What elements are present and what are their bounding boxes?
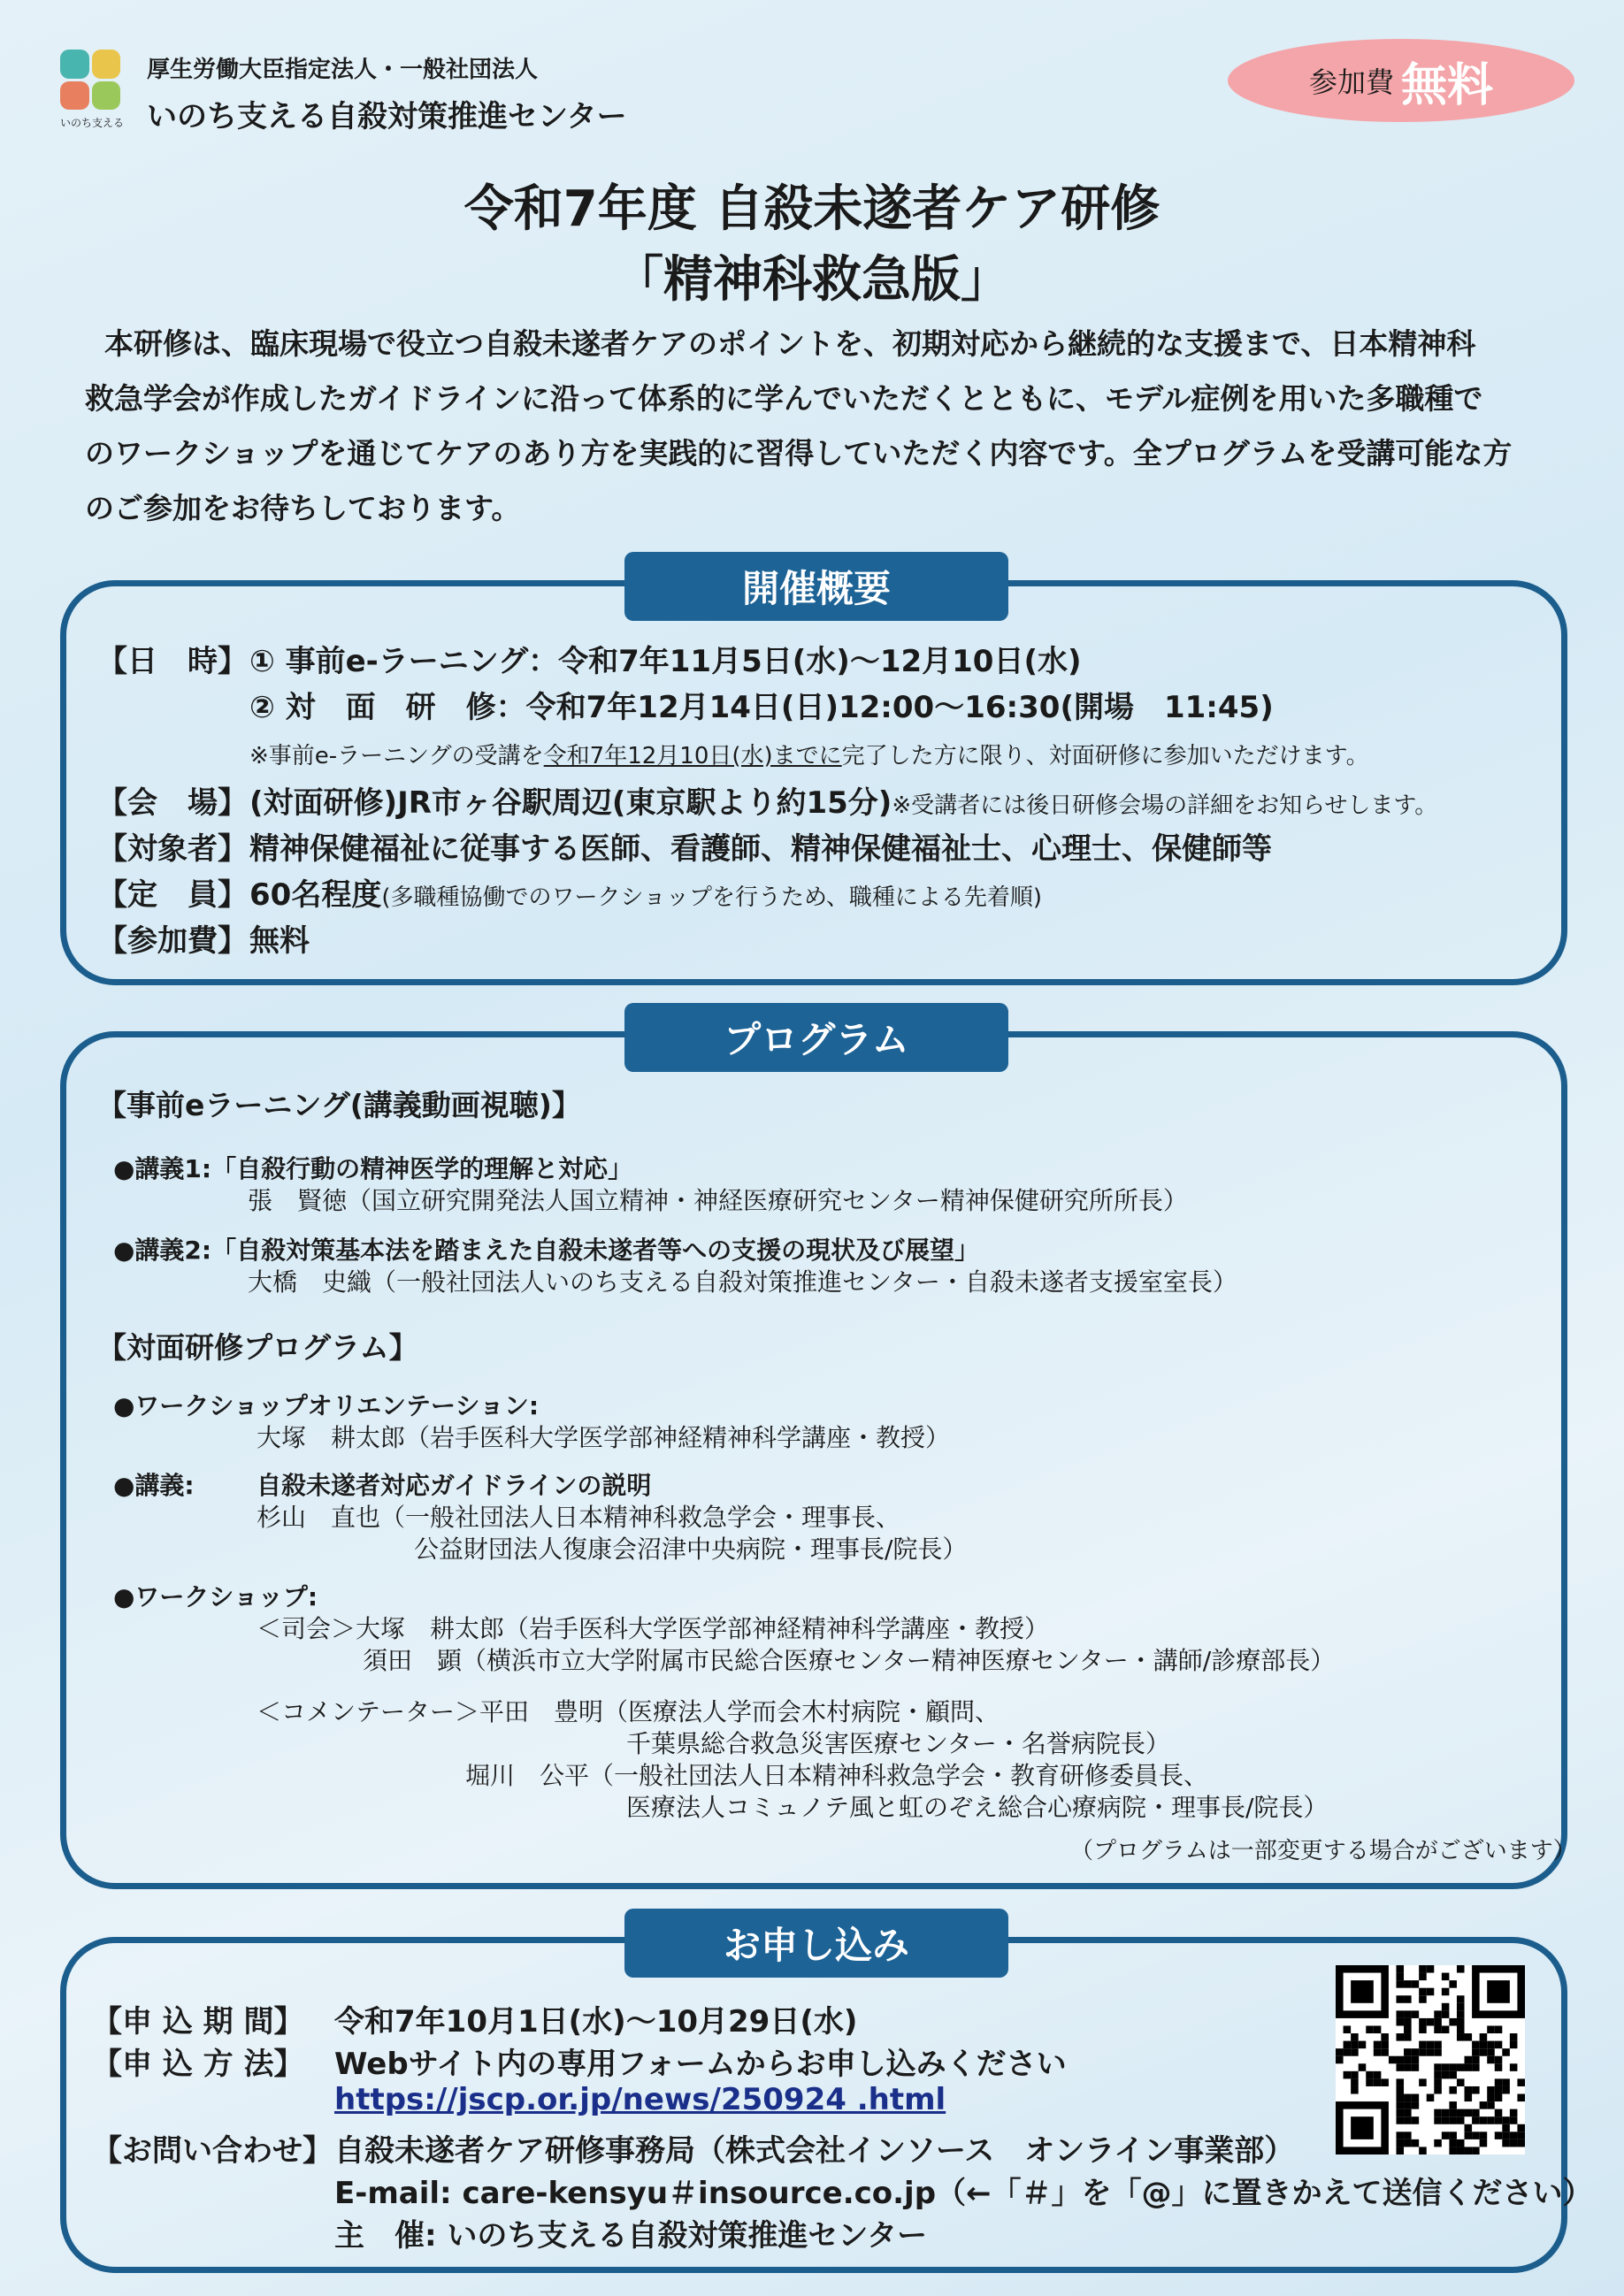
contact: 自殺未遂者ケア研修事務局（株式会社インソース オンライン事業部）: [334, 2133, 1295, 2169]
page-title: 令和7年度 自殺未遂者ケア研修: [463, 180, 1161, 238]
elearning-heading: 【事前eラーニング(講義動画視聴)】: [97, 1088, 581, 1122]
workshop-commentator1: ＜コメンテーター＞平田 豊明（医療法人学而会木村病院・顧問、: [257, 1697, 1000, 1726]
workshop-commentator2: 堀川 公平（一般社団法人日本精神科救急学会・教育研修委員長、: [465, 1761, 1209, 1790]
inperson-heading: 【対面研修プログラム】: [97, 1330, 418, 1365]
workshop-label: ●ワークショップ:: [113, 1582, 318, 1611]
lecture1-speaker: 張 賢徳（国立研究開発法人国立精神・神経医療研究センター精神保健研究所所長）: [248, 1186, 1188, 1215]
fee-badge-value: 無料: [1401, 58, 1494, 112]
lecture-label: ●講義:: [113, 1471, 195, 1500]
lecture1-title: ●講義1:「自殺行動の精神医学的理解と対応」: [113, 1154, 633, 1183]
capacity-text: 60名程度: [249, 877, 382, 913]
workshop-mc1: ＜司会＞大塚 耕太郎（岩手医科大学医学部神経精神科学講座・教授）: [257, 1614, 1050, 1643]
program-heading: プログラム: [624, 1003, 1008, 1072]
venue: [249, 778, 1437, 822]
period: 令和7年10月1日(水)〜10月29日(水): [334, 2004, 858, 2040]
venue-note: ※受講者には後日研修会場の詳細をお知らせします。: [892, 792, 1438, 819]
capacity-label: 【定 員】: [97, 877, 248, 913]
page-subtitle: 「精神科救急版」: [614, 251, 1010, 309]
intro-line: のご参加をお待ちしております。: [85, 491, 521, 525]
org-name: いのち支える自殺対策推進センター: [147, 99, 627, 134]
intro-line: 本研修は、臨床現場で役立つ自殺未遂者ケアのポイントを、初期対応から継続的な支援まで、日本精神科: [104, 326, 1476, 361]
ws-orientation: ●ワークショップオリエンテーション:: [113, 1391, 540, 1420]
workshop-commentator1-affil: 千葉県総合救急災害医療センター・名誉病院長）: [626, 1729, 1170, 1758]
date-label: 【日 時】: [97, 644, 248, 679]
qr-code[interactable]: [1336, 1965, 1525, 2154]
lecture-speaker: 杉山 直也（一般社団法人日本精神科救急学会・理事長、: [257, 1503, 901, 1532]
fee-badge: [1228, 39, 1574, 122]
contact-email: E-mail: care-kensyu＃insource.co.jp（←「＃」を「@」に置きかえて送信ください）: [334, 2176, 1593, 2211]
logo-caption: いのち支える: [60, 117, 125, 129]
logo: [60, 50, 140, 131]
overview-heading: 開催概要: [624, 552, 1008, 621]
capacity-note: (多職種協働でのワークショップを行うため、職種による先着順): [381, 884, 1043, 911]
fee-badge-label: 参加費: [1308, 65, 1394, 99]
target-label: 【対象者】: [97, 831, 248, 867]
target: 精神保健福祉に従事する医師、看護師、精神保健福祉士、心理士、保健師等: [249, 831, 1272, 867]
attendance-note-pre: ※事前e-ラーニングの受講を: [249, 743, 544, 769]
puzzle-logo-icon: [60, 50, 120, 110]
intro-text: [85, 317, 1553, 536]
venue-text: (対面研修)JR市ヶ谷駅周辺(東京駅より約15分): [249, 785, 892, 821]
qr-code-icon: [1336, 1965, 1525, 2154]
method-label: 【申 込 方 法】: [92, 2047, 304, 2082]
apply-url-link[interactable]: https://jscp.or.jp/news/250924 .html: [334, 2082, 946, 2117]
apply-heading: お申し込み: [624, 1909, 1008, 1978]
workshop-commentator2-affil: 医療法人コミュノテ風と虹のぞえ総合心療病院・理事長/院長）: [626, 1793, 1329, 1822]
attendance-note-deadline: 令和7年12月10日(水)までに: [543, 743, 842, 769]
venue-label: 【会 場】: [97, 785, 248, 821]
date-inperson: ② 対 面 研 修：令和7年12月14日(日)12:00〜16:30(開場 11:45): [249, 690, 1274, 725]
fee-label: 【参加費】: [97, 923, 248, 959]
ws-orientation-speaker: 大塚 耕太郎（岩手医科大学医学部神経精神科学講座・教授）: [257, 1423, 951, 1452]
lecture2-speaker: 大橋 史織（一般社団法人いのち支える自殺対策推進センター・自殺未遂者支援室室長）: [248, 1267, 1237, 1297]
fee: 無料: [249, 923, 310, 959]
lecture2-title: ●講義2:「自殺対策基本法を踏まえた自殺未遂者等への支援の現状及び展望」: [113, 1236, 980, 1265]
period-label: 【申 込 期 間】: [92, 2004, 304, 2040]
org-type: 厚生労働大臣指定法人・一般社団法人: [147, 57, 539, 83]
capacity: [249, 870, 1042, 914]
workshop-mc2: 須田 顕（横浜市立大学附属市民総合医療センター精神医療センター・講師/診療部長）: [363, 1646, 1336, 1675]
program-change-note: （プログラムは一部変更する場合がございます）: [1070, 1838, 1576, 1864]
date-elearning: ① 事前e-ラーニング：令和7年11月5日(水)〜12月10日(水): [249, 644, 1082, 679]
contact-label: 【お問い合わせ】: [92, 2133, 333, 2169]
intro-line: のワークショップを通じてケアのあり方を実践的に習得していただく内容です。全プログラムを受講可能な方: [85, 436, 1513, 471]
attendance-note-post: 完了した方に限り、対面研修に参加いただけます。: [841, 743, 1369, 769]
lecture-title: 自殺未遂者対応ガイドラインの説明: [257, 1471, 652, 1500]
lecture-speaker-affil: 公益財団法人復康会沼津中央病院・理事長/院長）: [414, 1534, 968, 1564]
host: 主 催: いのち支える自殺対策推進センター: [334, 2218, 928, 2254]
intro-line: 救急学会が作成したガイドラインに沿って体系的に学んでいただくとともに、モデル症例を用いた多職種で: [85, 381, 1483, 416]
method: Webサイト内の専用フォームからお申し込みください: [334, 2047, 1067, 2082]
attendance-note: [249, 738, 1369, 770]
